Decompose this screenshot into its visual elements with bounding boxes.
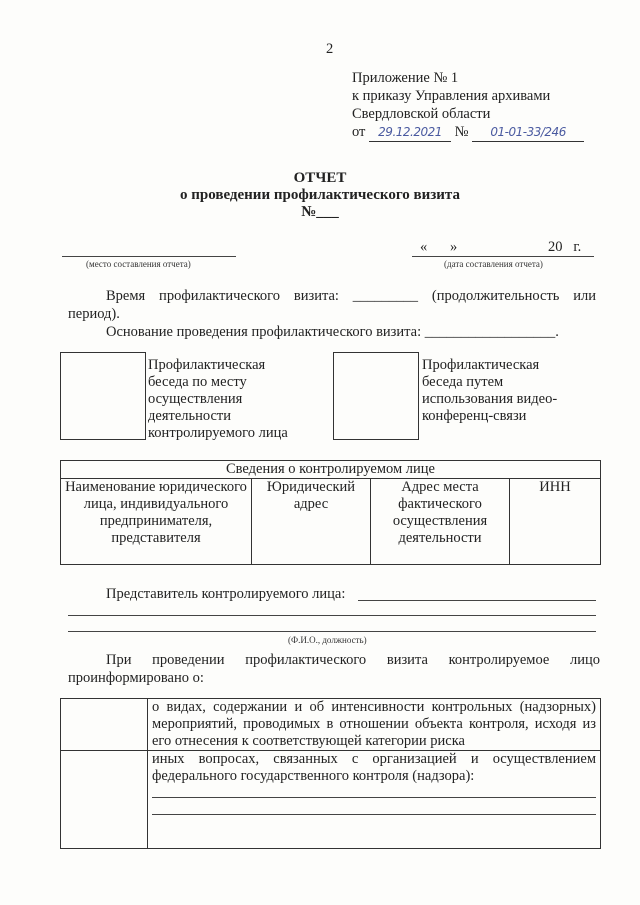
visit-basis: Основание проведения профилактического визита: __________________. (106, 324, 559, 340)
appendix-line2: к приказу Управления архивами (352, 88, 551, 104)
appendix-line3: Свердловской области (352, 106, 491, 122)
number-label: № (454, 124, 469, 140)
title-number: №___ (301, 204, 339, 220)
place-caption: (место составления отчета) (86, 259, 191, 269)
topics-table (60, 698, 601, 849)
col-actual-address: Адрес места фактического осуществления деятельности (371, 479, 510, 565)
visit-time-line2: период). (68, 306, 120, 322)
from-label: от (352, 124, 366, 140)
topic1-text: о видах, содержании и об интенсивности контрольных (надзорных) мероприятий, проводимых в отношении объекта контроля, исходя из его отнесения к соответствующей категории риска (148, 699, 601, 751)
col-entity-name: Наименование юридического лица, индивидуального предпринимателя, представителя (61, 479, 252, 565)
checkbox-videoconf[interactable] (333, 352, 419, 440)
col-legal-address: Юридический адрес (252, 479, 371, 565)
option-onsite-label: Профилактическая беседа по месту осуществления деятельности контролируемого лица (148, 357, 288, 441)
page-number: 2 (326, 41, 334, 57)
informed-line1: При проведении профилактического визита контролируемое лицо (106, 652, 600, 668)
date-quote-open: « (420, 239, 428, 255)
representative-line3[interactable] (68, 631, 596, 632)
visit-time-line1: Время профилактического визита: _________ (продолжительность или (106, 288, 596, 304)
option-videoconf-label: Профилактическая беседа путем использования видео-конференц-связи (422, 357, 558, 424)
representative-line1[interactable] (358, 600, 596, 601)
appendix-date-number (352, 123, 584, 142)
representative-label: Представитель контролируемого лица: (106, 586, 346, 602)
date-caption: (дата составления отчета) (444, 259, 543, 269)
appendix-block (352, 69, 584, 142)
title-sub: о проведении профилактического визита (180, 187, 460, 203)
date-line (412, 256, 594, 257)
topic2-cell (148, 751, 601, 849)
handwritten-date: 29.12.2021 (369, 123, 451, 142)
topic2-text: иных вопросах, связанных с организацией и осуществлением федерального государственного контроля (надзора): (152, 751, 596, 784)
informed-line2: проинформировано о: (68, 670, 204, 686)
entity-table-header: Сведения о контролируемом лице (61, 461, 601, 479)
representative-caption: (Ф.И.О., должность) (288, 635, 367, 645)
topic2-line1[interactable] (152, 797, 596, 798)
document-title (0, 170, 640, 221)
title-main: ОТЧЕТ (293, 170, 347, 186)
appendix-line1: Приложение № 1 (352, 70, 459, 86)
handwritten-number: 01-01-33/246 (472, 123, 584, 142)
date-quote-close: » (450, 239, 458, 255)
date-year: 20 г. (548, 239, 582, 255)
place-line (62, 256, 236, 257)
checkbox-onsite[interactable] (60, 352, 146, 440)
checkbox-topic1[interactable] (61, 699, 148, 751)
entity-table (60, 460, 601, 565)
checkbox-topic2[interactable] (61, 751, 148, 849)
representative-line2[interactable] (68, 615, 596, 616)
col-inn: ИНН (510, 479, 601, 565)
topic2-line2[interactable] (152, 814, 596, 815)
